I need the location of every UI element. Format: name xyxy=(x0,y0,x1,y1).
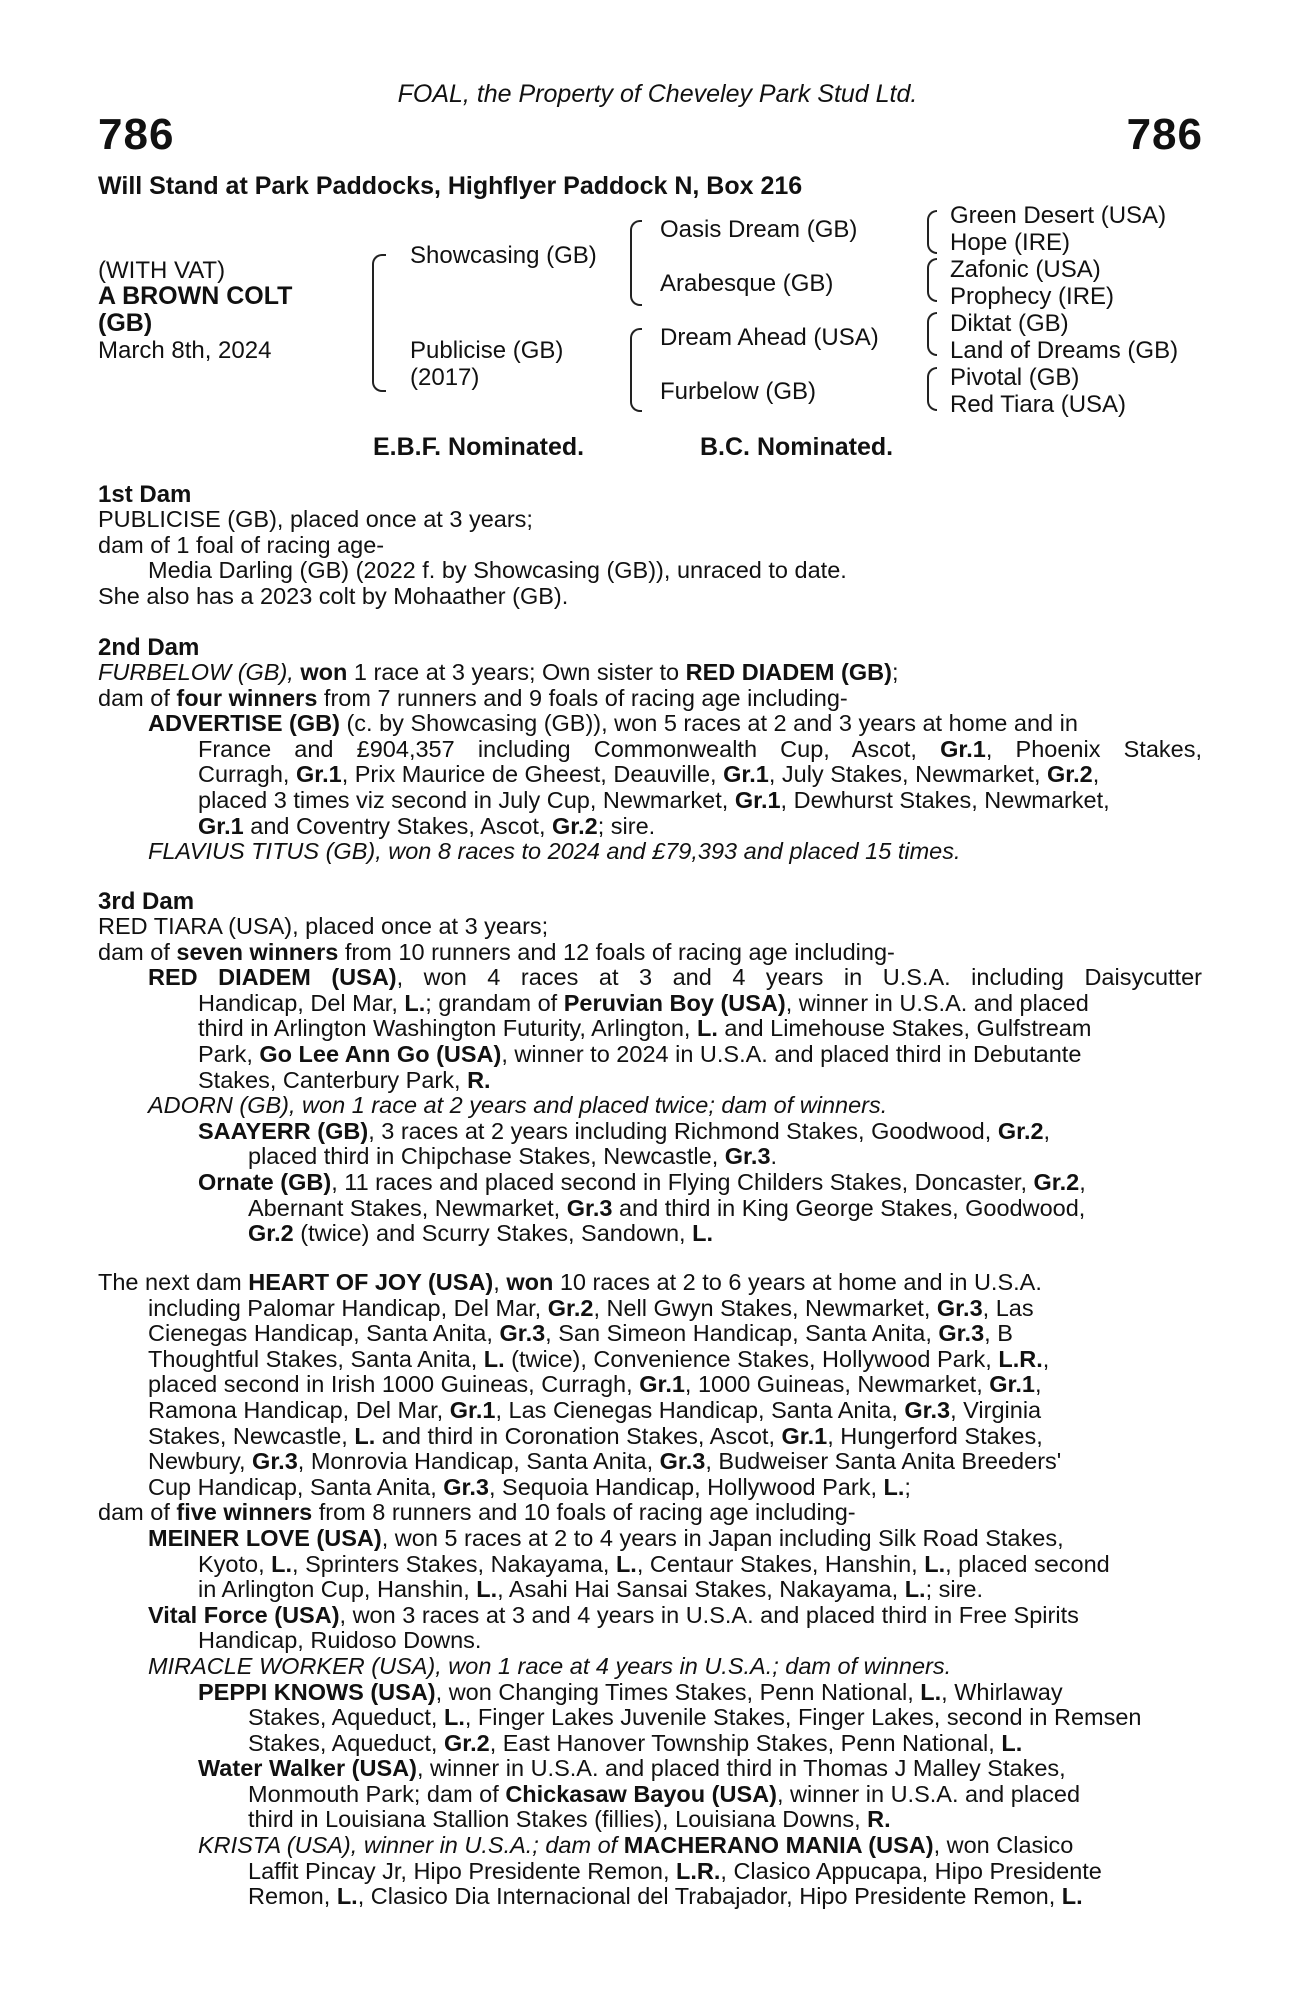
text: and Limehouse Stakes, Gulfstream xyxy=(717,1016,1092,1042)
text: Abernant Stakes, Newmarket, xyxy=(248,1195,567,1221)
grade-label: Gr.1 xyxy=(295,762,342,788)
offspring-line xyxy=(98,1782,1202,1808)
second-dam-line xyxy=(98,686,1202,712)
offspring-line: FLAVIUS TITUS (GB), won 8 races to 2024 and £79,393 and placed 15 times. xyxy=(148,839,961,865)
offspring-line xyxy=(98,1526,1202,1552)
text: , Dewhurst Stakes, Newmarket, xyxy=(780,787,1110,813)
text: , won 5 races at 2 to 4 years in Japan including Silk Road Stakes, xyxy=(381,1525,1064,1551)
pedigree-g3-5: Diktat (GB) xyxy=(950,310,1069,337)
grade-label: Gr.2 xyxy=(547,1295,594,1321)
horse-name: Peruvian Boy (USA) xyxy=(563,990,786,1016)
grade-label: L. xyxy=(1001,1730,1023,1756)
text: Ramona Handicap, Del Mar, xyxy=(148,1397,450,1423)
pedigree-g3-3: Zafonic (USA) xyxy=(950,256,1101,283)
next-dam-line xyxy=(98,1347,1202,1373)
pedigree-g3-7: Pivotal (GB) xyxy=(950,364,1080,391)
offspring-line xyxy=(98,965,1202,991)
text: , Las xyxy=(982,1295,1034,1321)
text: , July Stakes, Newmarket, xyxy=(768,762,1047,788)
grade-label: Gr.1 xyxy=(639,1372,685,1398)
text: , Monrovia Handicap, Santa Anita, xyxy=(297,1449,660,1475)
grade-label: Gr.3 xyxy=(659,1449,706,1475)
text: , winner in U.S.A. and placed third in Thomas J Malley Stakes, xyxy=(416,1756,1066,1782)
grade-label: L. xyxy=(443,1705,465,1731)
lot-number-left: 786 xyxy=(98,110,175,159)
text: from 7 runners and 9 foals of racing age including- xyxy=(317,685,848,711)
horse-name: PEPPI KNOWS (USA) xyxy=(198,1679,436,1705)
text: , won 4 races at 3 and 4 years in U.S.A. including Daisycutter xyxy=(396,965,1202,991)
offspring-line xyxy=(98,762,1202,788)
grade-label: Gr.1 xyxy=(781,1423,828,1449)
text: , East Hanover Township Stakes, Penn National, xyxy=(489,1730,1002,1756)
text: Newbury, xyxy=(148,1449,253,1475)
text: , won Changing Times Stakes, Penn National, xyxy=(435,1679,921,1705)
second-dam-text xyxy=(98,660,1202,865)
text: and third in Coronation Stakes, Ascot, xyxy=(375,1423,782,1449)
text: Cup Handicap, Santa Anita, xyxy=(148,1474,444,1500)
text: France and £904,357 including Commonwealth Cup, Ascot, xyxy=(198,736,941,762)
offspring-line xyxy=(98,1731,1202,1757)
text: placed third in Chipchase Stakes, Newcastle, xyxy=(248,1144,725,1170)
text: ; sire. xyxy=(925,1577,984,1603)
grade-label: L. xyxy=(404,990,426,1016)
lot-number-right: 786 xyxy=(1126,110,1203,159)
text: , 3 races at 2 years including Richmond Stakes, Goodwood, xyxy=(368,1118,998,1144)
pedigree-brace-main xyxy=(372,254,386,392)
horse-name: SAAYERR (GB) xyxy=(198,1118,369,1144)
pedigree-g3-8: Red Tiara (USA) xyxy=(950,391,1127,418)
won-label: won xyxy=(506,1270,554,1295)
grade-label: Gr.3 xyxy=(566,1195,613,1221)
horse-name: Ornate (GB) xyxy=(198,1169,332,1195)
vat-label: (WITH VAT) xyxy=(98,257,226,284)
text: , won Clasico xyxy=(933,1833,1074,1859)
next-dam-line xyxy=(98,1424,1202,1450)
grade-label: Gr.2 xyxy=(1047,762,1093,788)
text: ; sire. xyxy=(597,813,656,839)
offspring-line xyxy=(98,1603,1202,1629)
text: Handicap, Del Mar, xyxy=(198,990,405,1016)
offspring-line: MIRACLE WORKER (USA), won 1 race at 4 years in U.S.A.; dam of winners. xyxy=(148,1653,952,1679)
text: , Sequoia Handicap, Hollywood Park, xyxy=(489,1474,884,1500)
first-dam-heading: 1st Dam xyxy=(98,481,192,508)
offspring-line xyxy=(98,1680,1202,1706)
offspring-line xyxy=(98,1196,1202,1222)
text: , Las Cienegas Handicap, Santa Anita, xyxy=(495,1397,905,1423)
offspring-line xyxy=(98,1577,1202,1603)
text: from 8 runners and 10 foals of racing age including- xyxy=(312,1500,856,1526)
grade-label: L.R. xyxy=(676,1858,721,1884)
pedigree-brace-g2 xyxy=(927,258,937,302)
second-dam-line xyxy=(98,660,1202,686)
pedigree-dam-sire: Dream Ahead (USA) xyxy=(660,324,879,351)
pedigree-dam: Publicise (GB) xyxy=(410,337,564,364)
text: and third in King George Stakes, Goodwood, xyxy=(612,1195,1086,1221)
text: , winner to 2024 in U.S.A. and placed third in Debutante xyxy=(501,1041,1082,1067)
horse-name: Vital Force (USA) xyxy=(148,1602,340,1628)
horse-name: Chickasaw Bayou (USA) xyxy=(505,1781,777,1807)
text: , Finger Lakes Juvenile Stakes, Finger Lakes, second in Remsen xyxy=(464,1705,1142,1731)
pedigree-g3-1: Green Desert (USA) xyxy=(950,202,1167,229)
offspring-line xyxy=(98,814,1202,840)
text: , Clasico Appucapa, Hipo Presidente xyxy=(720,1858,1102,1884)
bc-nomination: B.C. Nominated. xyxy=(700,433,894,461)
text: , xyxy=(1035,1372,1042,1398)
text: (c. by Showcasing (GB)), won 5 races at 2 and 3 years at home and in xyxy=(339,711,1078,737)
horse-name: HEART OF JOY (USA) xyxy=(248,1270,494,1295)
first-dam-line: She also has a 2023 colt by Mohaather (GB). xyxy=(98,583,569,609)
text: , 11 races and placed second in Flying Childers Stakes, Doncaster, xyxy=(331,1169,1034,1195)
horse-name: Go Lee Ann Go (USA) xyxy=(259,1041,502,1067)
grade-label: L. xyxy=(271,1551,293,1577)
horse-description: A BROWN COLT xyxy=(98,282,293,310)
text: Stakes, Newcastle, xyxy=(148,1423,355,1449)
text: Kyoto, xyxy=(198,1551,272,1577)
text: KRISTA (USA), winner in U.S.A.; dam of xyxy=(198,1833,624,1859)
text: and Coventry Stakes, Ascot, xyxy=(243,813,552,839)
third-dam-text xyxy=(98,914,1202,1247)
grade-label: Gr.3 xyxy=(252,1449,298,1475)
pedigree-sire-sire: Oasis Dream (GB) xyxy=(660,216,858,243)
third-dam-line: RED TIARA (USA), placed once at 3 years; xyxy=(98,914,549,939)
grade-label: Gr.2 xyxy=(1033,1169,1080,1195)
offspring-line: ADORN (GB), won 1 race at 2 years and placed twice; dam of winners. xyxy=(148,1093,888,1119)
text: , Virginia xyxy=(950,1397,1042,1423)
pedigree-sire-dam: Arabesque (GB) xyxy=(660,270,834,297)
next-dam-line xyxy=(98,1270,1202,1296)
text: including Palomar Handicap, Del Mar, xyxy=(148,1295,548,1321)
text: , B xyxy=(984,1321,1013,1347)
text: , Budweiser Santa Anita Breeders' xyxy=(705,1449,1062,1475)
horse-name: MACHERANO MANIA (USA) xyxy=(623,1833,934,1859)
text: , xyxy=(1042,1346,1050,1372)
next-dam-line xyxy=(98,1296,1202,1322)
text: Thoughtful Stakes, Santa Anita, xyxy=(148,1346,484,1372)
ebf-nomination: E.B.F. Nominated. xyxy=(373,433,585,461)
text: Laffit Pincay Jr, Hipo Presidente Remon, xyxy=(248,1858,677,1884)
grade-label: Gr.2 xyxy=(248,1221,294,1247)
grade-label: Gr.3 xyxy=(724,1144,771,1170)
next-dam-text xyxy=(98,1270,1202,1910)
second-dam-heading: 2nd Dam xyxy=(98,634,200,661)
winners-count: five winners xyxy=(176,1500,313,1526)
grade-label: Gr.1 xyxy=(940,736,986,762)
text: , won 3 races at 3 and 4 years in U.S.A. and placed third in Free Spirits xyxy=(339,1602,1079,1628)
text: , winner in U.S.A. and placed xyxy=(785,990,1089,1016)
text: , xyxy=(493,1270,507,1295)
offspring-line xyxy=(98,1170,1202,1196)
text: , Whirlaway xyxy=(941,1679,1063,1705)
text: ; grandam of xyxy=(425,990,564,1016)
text: 1 race at 3 years; Own sister to xyxy=(347,660,686,685)
grade-label: Gr.2 xyxy=(552,813,598,839)
offspring-line xyxy=(98,1144,1202,1170)
first-dam-line: PUBLICISE (GB), placed once at 3 years; xyxy=(98,507,533,532)
text: (twice) and Scurry Stakes, Sandown, xyxy=(293,1221,693,1247)
horse-country: (GB) xyxy=(98,309,153,337)
text: , Phoenix Stakes, xyxy=(985,736,1202,762)
text: Stakes, Canterbury Park, xyxy=(198,1067,468,1093)
offspring-line xyxy=(98,1705,1202,1731)
grade-label: L. xyxy=(924,1551,946,1577)
text: , xyxy=(1092,762,1100,788)
text: Curragh, xyxy=(198,762,296,788)
horse-name: RED DIADEM (GB) xyxy=(685,660,892,685)
offspring-line xyxy=(98,1884,1202,1910)
text: , Hungerford Stakes, xyxy=(827,1423,1043,1449)
offspring-line xyxy=(98,991,1202,1017)
grade-label: Gr.3 xyxy=(443,1474,489,1500)
grade-label: Gr.3 xyxy=(499,1321,546,1347)
offspring-line xyxy=(98,1119,1202,1145)
third-dam-heading: 3rd Dam xyxy=(98,888,195,915)
text: ; xyxy=(891,660,899,685)
next-dam-line xyxy=(98,1449,1202,1475)
next-dam-line xyxy=(98,1398,1202,1424)
grade-label: L. xyxy=(692,1221,713,1247)
text: The next dam xyxy=(98,1270,249,1295)
text: . xyxy=(770,1144,778,1170)
text: , xyxy=(1043,1118,1051,1144)
grade-label: Gr.2 xyxy=(997,1118,1044,1144)
offspring-line: Handicap, Ruidoso Downs. xyxy=(198,1628,482,1654)
grade-label: L. xyxy=(615,1551,637,1577)
grade-label: R. xyxy=(867,1807,891,1833)
grade-label: L. xyxy=(696,1016,718,1042)
grade-label: R. xyxy=(467,1067,491,1093)
first-dam-line: dam of 1 foal of racing age- xyxy=(98,532,385,558)
won-label: won xyxy=(300,660,348,685)
horse-name: Water Walker (USA) xyxy=(198,1756,417,1782)
text: from 10 runners and 12 foals of racing age including- xyxy=(338,939,895,965)
next-dam-line xyxy=(98,1372,1202,1398)
pedigree-dam-dam: Furbelow (GB) xyxy=(660,378,817,405)
text: , xyxy=(1079,1169,1086,1195)
grade-label: L. xyxy=(476,1577,498,1603)
text: , San Simeon Handicap, Santa Anita, xyxy=(545,1321,939,1347)
property-line: FOAL, the Property of Cheveley Park Stud Ltd. xyxy=(397,80,918,108)
text: Stakes, Aqueduct, xyxy=(248,1730,444,1756)
text: ; xyxy=(904,1474,911,1500)
first-dam-line: Media Darling (GB) (2022 f. by Showcasing (GB)), unraced to date. xyxy=(148,558,847,584)
offspring-line xyxy=(98,1833,1202,1859)
text: , winner in U.S.A. and placed xyxy=(776,1781,1081,1807)
text: , placed second xyxy=(945,1551,1110,1577)
pedigree-brace-sire xyxy=(630,220,642,306)
text: placed 3 times viz second in July Cup, Newmarket, xyxy=(198,787,735,813)
text: Park, xyxy=(198,1041,260,1067)
text: , Clasico Dia Internacional del Trabajador, Hipo Presidente Remon, xyxy=(357,1884,1062,1910)
next-dam-line xyxy=(98,1321,1202,1347)
foaling-date: March 8th, 2024 xyxy=(98,337,272,364)
text: in Arlington Cup, Hanshin, xyxy=(198,1577,477,1603)
grade-label: Gr.1 xyxy=(449,1397,496,1423)
text: , 1000 Guineas, Newmarket, xyxy=(684,1372,990,1398)
horse-name: MEINER LOVE (USA) xyxy=(148,1525,382,1551)
first-dam-text xyxy=(98,507,1202,609)
text: Remon, xyxy=(248,1884,337,1910)
text: , Nell Gwyn Stakes, Newmarket, xyxy=(593,1295,937,1321)
grade-label: Gr.1 xyxy=(723,762,769,788)
text: Stakes, Aqueduct, xyxy=(248,1705,444,1731)
winners-count: seven winners xyxy=(176,939,339,965)
pedigree-brace-dam xyxy=(630,328,642,412)
grade-label: Gr.1 xyxy=(989,1372,1035,1398)
text: (twice), Convenience Stakes, Hollywood Park, xyxy=(504,1346,999,1372)
horse-name: RED DIADEM (USA) xyxy=(148,965,397,991)
grade-label: L. xyxy=(336,1884,358,1910)
offspring-line xyxy=(98,1221,1202,1247)
stand-line: Will Stand at Park Paddocks, Highflyer Paddock N, Box 216 xyxy=(98,172,803,200)
grade-label: L. xyxy=(883,1474,905,1500)
offspring-line xyxy=(98,1016,1202,1042)
grade-label: Gr.1 xyxy=(734,787,781,813)
grade-label: L. xyxy=(1061,1884,1083,1910)
text: 10 races at 2 to 6 years at home and in U.S.A. xyxy=(553,1270,1042,1295)
winners-count: four winners xyxy=(176,685,318,711)
offspring-line xyxy=(98,711,1202,737)
grade-label: L. xyxy=(920,1679,942,1705)
offspring-line xyxy=(98,788,1202,814)
offspring-line xyxy=(98,1756,1202,1782)
grade-label: Gr.3 xyxy=(936,1295,983,1321)
text: third in Arlington Washington Futurity, Arlington, xyxy=(198,1016,697,1042)
pedigree-sire: Showcasing (GB) xyxy=(410,242,597,269)
grade-label: L.R. xyxy=(998,1346,1043,1372)
offspring-line xyxy=(98,737,1202,763)
grade-label: L. xyxy=(904,1577,926,1603)
offspring-line xyxy=(98,1859,1202,1885)
pedigree-g3-2: Hope (IRE) xyxy=(950,229,1071,256)
offspring-line xyxy=(98,1807,1202,1833)
third-dam-line xyxy=(98,940,1202,966)
grade-label: Gr.1 xyxy=(198,813,244,839)
text: , Prix Maurice de Gheest, Deauville, xyxy=(341,762,724,788)
pedigree-brace-g3 xyxy=(927,312,937,356)
text: Cienegas Handicap, Santa Anita, xyxy=(148,1321,500,1347)
offspring-line xyxy=(98,1042,1202,1068)
grade-label: Gr.3 xyxy=(904,1397,951,1423)
text: dam of xyxy=(98,685,177,711)
text: placed second in Irish 1000 Guineas, Curragh, xyxy=(148,1372,640,1398)
offspring-line xyxy=(98,1068,1202,1094)
grade-label: L. xyxy=(483,1346,505,1372)
text: Monmouth Park; dam of xyxy=(248,1781,506,1807)
grade-label: Gr.3 xyxy=(938,1321,985,1347)
grade-label: L. xyxy=(354,1423,376,1449)
next-dam-line xyxy=(98,1500,1202,1526)
dam-name: FURBELOW (GB), xyxy=(98,660,301,685)
pedigree-brace-g4 xyxy=(927,367,937,411)
grade-label: Gr.2 xyxy=(443,1730,490,1756)
text: third in Louisiana Stallion Stakes (fillies), Louisiana Downs, xyxy=(248,1807,868,1833)
pedigree-dam-year: (2017) xyxy=(410,364,480,391)
pedigree-g3-4: Prophecy (IRE) xyxy=(950,283,1115,310)
next-dam-line xyxy=(98,1475,1202,1501)
offspring-line xyxy=(98,1552,1202,1578)
text: , Sprinters Stakes, Nakayama, xyxy=(292,1551,616,1577)
pedigree-g3-6: Land of Dreams (GB) xyxy=(950,337,1179,364)
text: , Centaur Stakes, Hanshin, xyxy=(636,1551,925,1577)
text: dam of xyxy=(98,939,177,965)
horse-name: ADVERTISE (GB) xyxy=(148,711,340,737)
text: dam of xyxy=(98,1500,177,1526)
pedigree-brace-g1 xyxy=(927,210,937,254)
text: , Asahi Hai Sansai Stakes, Nakayama, xyxy=(497,1577,905,1603)
